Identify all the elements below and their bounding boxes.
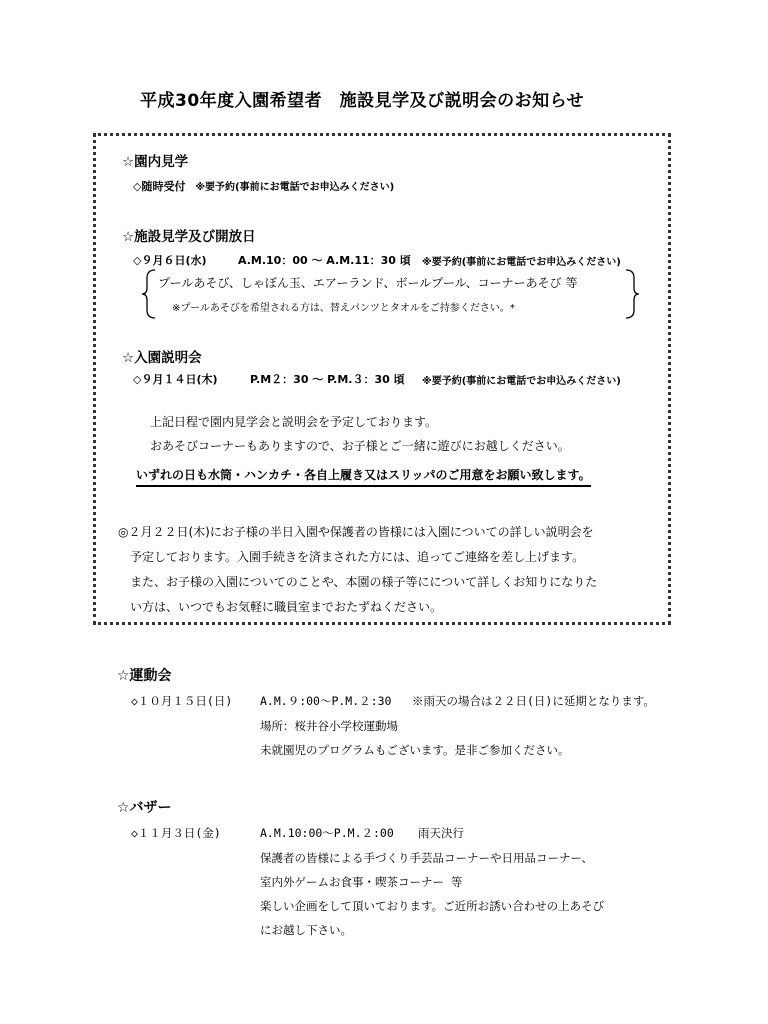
bazaar-line-2: 室内外ゲームお食事・喫茶コーナー 等 xyxy=(260,875,463,889)
bazaar-time: A.M.10:00～P.M.２:00 xyxy=(260,826,394,840)
sports-day-time: A.M.９:00～P.M.２:30 xyxy=(260,694,392,708)
sports-day-rain: ※雨天の場合は２２日(日)に延期となります。 xyxy=(412,694,655,708)
open-day-time: A.M.10：00 ～ A.M.11：30 頃 xyxy=(238,254,411,267)
bazaar-rain: 雨天決行 xyxy=(418,826,464,840)
feb-notice-line-4: い方は、いつでもお気軽に職員室までおたずねください。 xyxy=(130,600,443,614)
schedule-line-1: 上記日程で園内見学会と説明会を予定しております。 xyxy=(150,415,438,429)
info-session-date: ◇９月１４日(木) xyxy=(133,373,218,386)
sports-day-place: 場所：桜井谷小学校運動場 xyxy=(260,719,398,733)
feb-notice-line-3: また、お子様の入園についてのことや、本園の様子等にについて詳しくお知りになりた xyxy=(130,575,598,589)
open-day-activities: プールあそび、しゃぼん玉、エアーランド、ボールプール、コーナーあそび 等 xyxy=(158,276,578,290)
info-session-heading: ☆入園説明会 xyxy=(122,350,202,366)
info-session-time: P.M２：30 ～ P.M.３：30 頃 xyxy=(250,373,405,386)
page-title: 平成30年度入園希望者 施設見学及び説明会のお知らせ xyxy=(140,91,585,111)
sports-day-program: 未就園児のプログラムもございます。是非ご参加ください。 xyxy=(260,743,570,757)
schedule-line-3: いずれの日も水筒・ハンカチ・各自上履き又はスリッパのご用意をお願い致します。 xyxy=(136,466,591,487)
open-day-heading: ☆施設見学及び開放日 xyxy=(122,229,256,245)
right-bracket xyxy=(624,268,640,320)
bazaar-date: ◇１１月３日(金) xyxy=(131,826,221,840)
visit-reception: ◇随時受付 xyxy=(133,180,186,193)
sports-day-heading: ☆運動会 xyxy=(117,668,172,684)
open-day-note: ※要予約(事前にお電話でお申込みください) xyxy=(422,257,621,268)
sports-day-date: ◇１０月１５日(日) xyxy=(131,694,233,708)
info-session-note: ※要予約(事前にお電話でお申込みください) xyxy=(422,376,621,387)
visit-note: ※要予約(事前にお電話でお申込みください) xyxy=(195,182,395,193)
bazaar-line-3: 楽しい企画をして頂いております。ご近所お誘い合わせの上あそび xyxy=(260,899,605,913)
bazaar-line-4: にお越し下さい。 xyxy=(260,923,352,937)
feb-notice-line-2: 予定しております。入園手続きを済まされた方には、追ってご連絡を差し上げます。 xyxy=(130,550,585,564)
schedule-line-2: おあそびコーナーもありますので、お子様とご一緒に遊びにお越しください。 xyxy=(150,439,570,453)
left-bracket xyxy=(141,268,157,320)
feb-notice-line-1: ◎２月２２日(木)にお子様の半日入園や保護者の皆様には入園についての詳しい説明会を xyxy=(118,525,594,539)
visit-heading: ☆園内見学 xyxy=(122,154,189,170)
open-day-date: ◇９月６日(水) xyxy=(133,254,207,267)
pool-note: ※プールあそびを希望される方は、替えパンツとタオルをご持参ください。* xyxy=(172,303,515,314)
bazaar-line-1: 保護者の皆様による手づくり手芸品コーナーや日用品コーナー、 xyxy=(260,851,594,865)
visit-line xyxy=(133,178,394,194)
bazaar-heading: ☆バザー xyxy=(117,800,172,816)
